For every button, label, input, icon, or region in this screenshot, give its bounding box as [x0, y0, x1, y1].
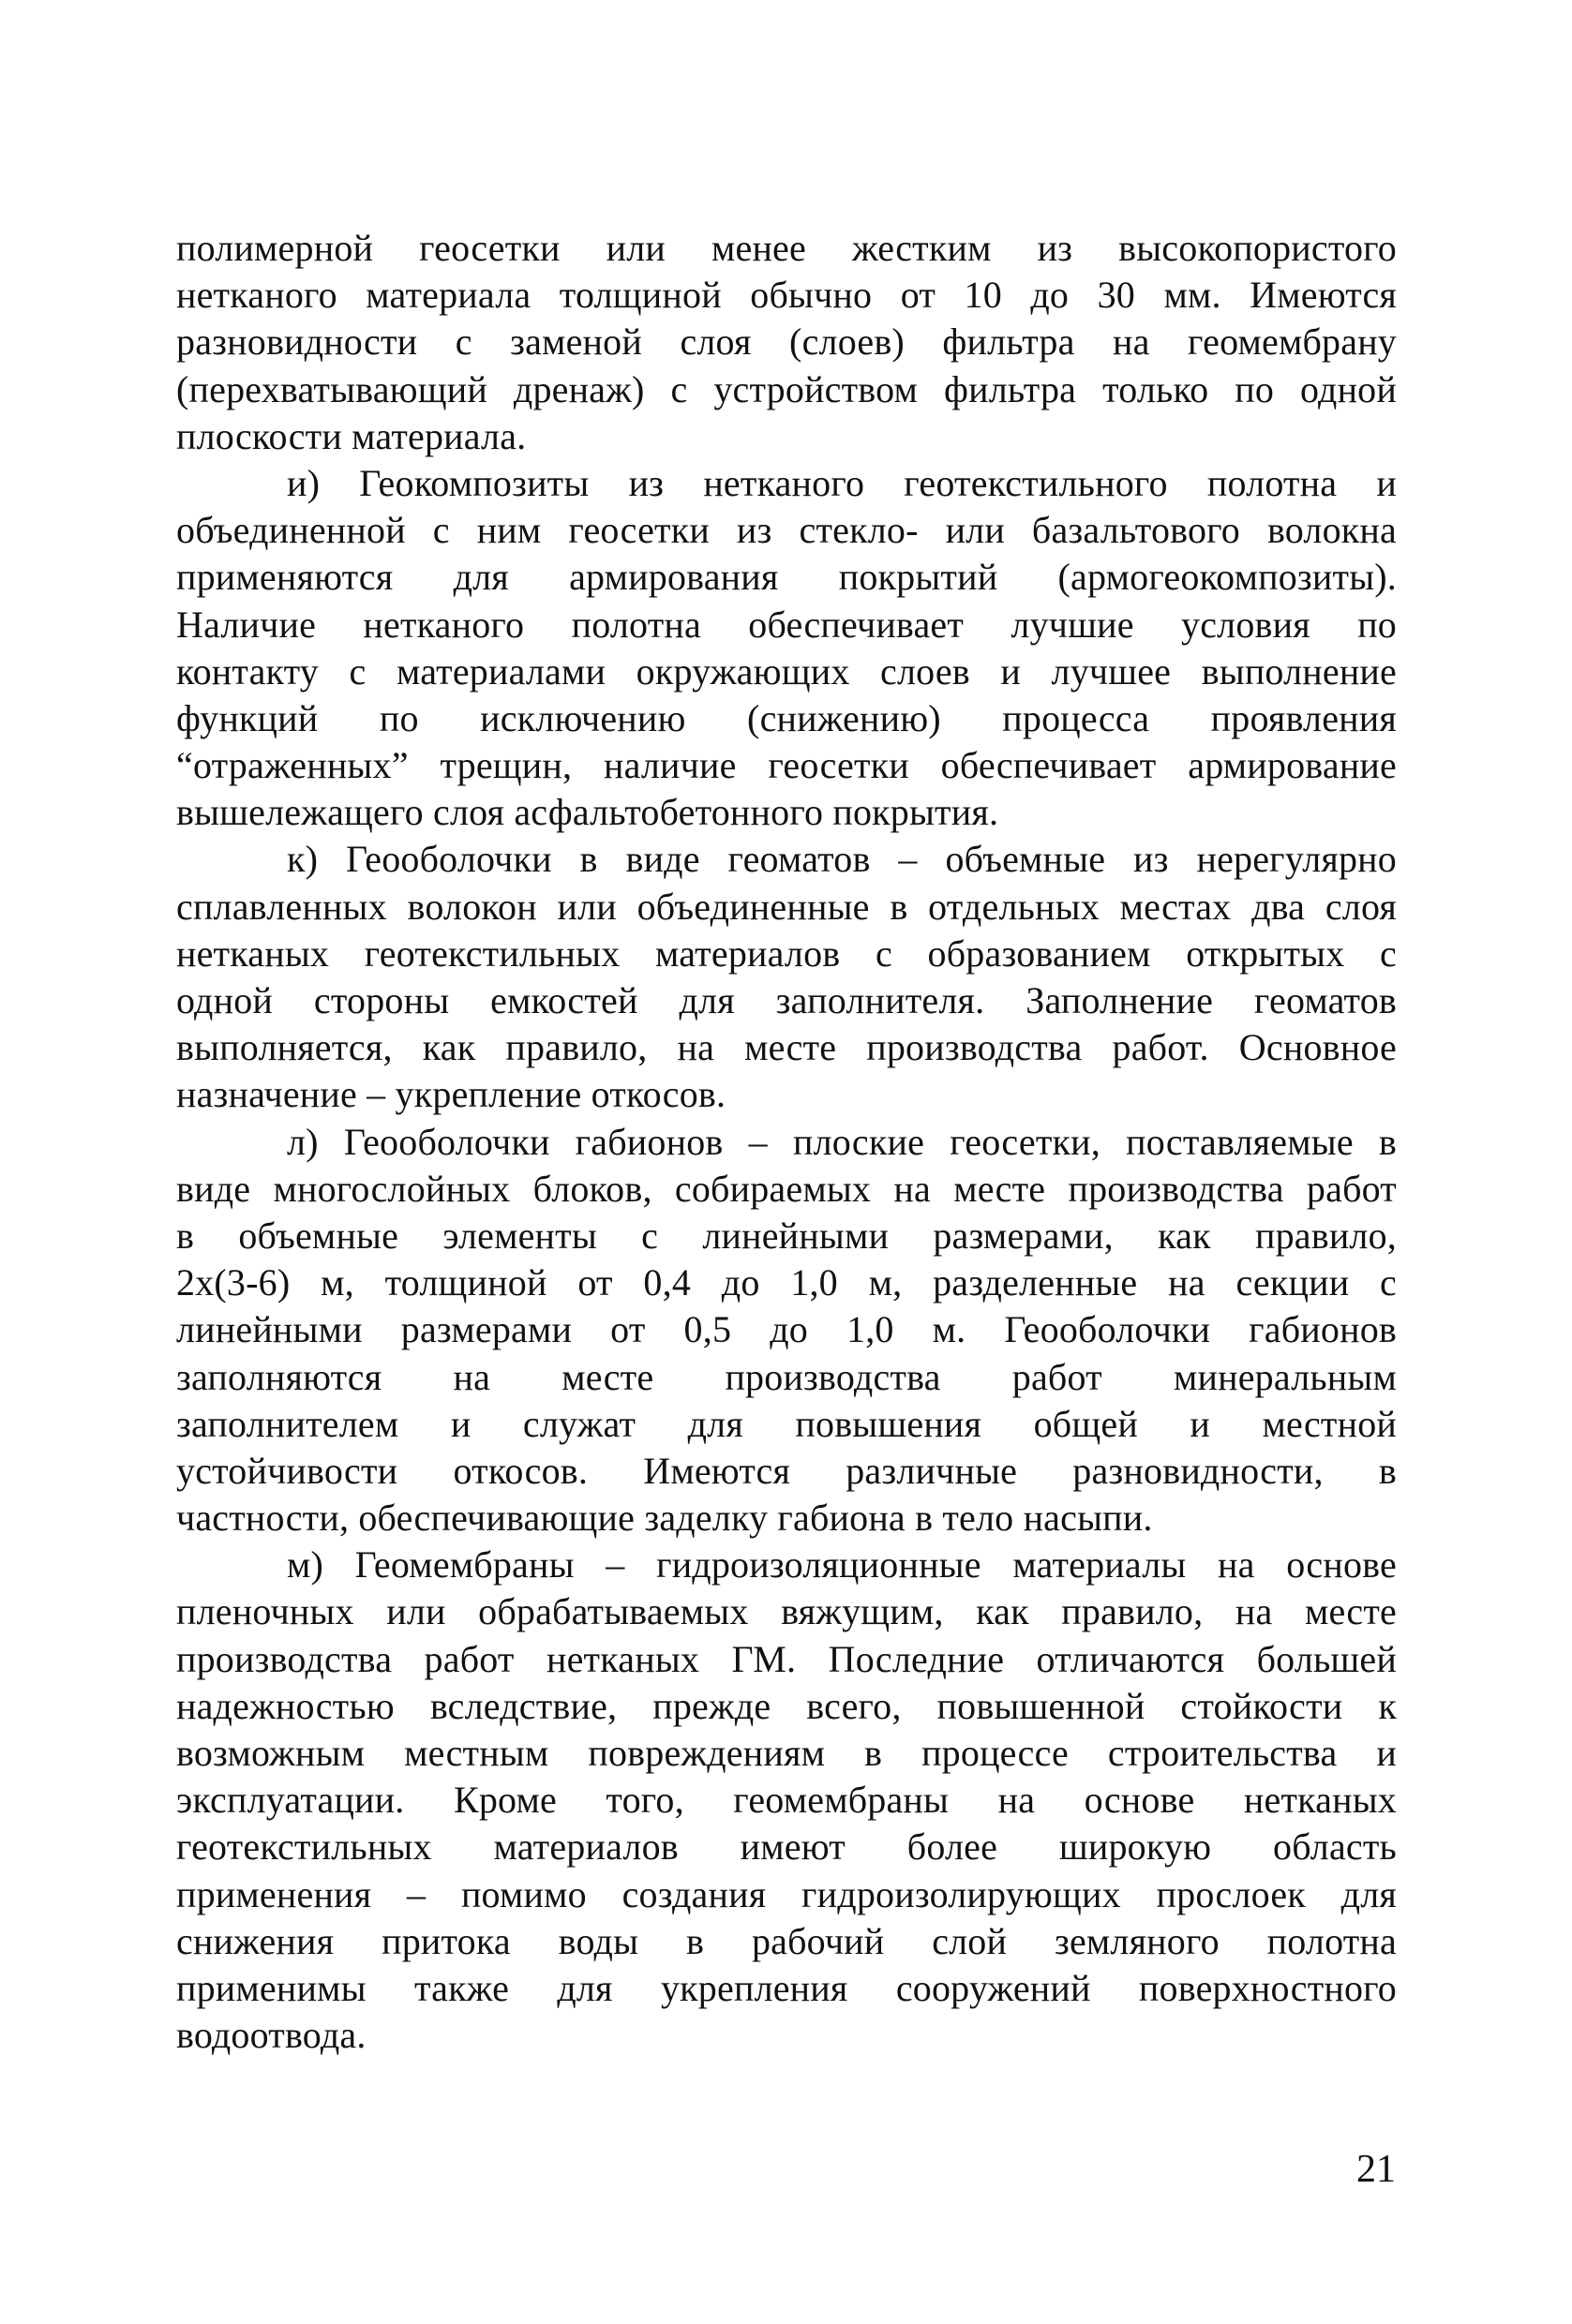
text-line: вышележащего слоя асфальтобетонного покрытия. [176, 791, 999, 834]
text-line: выполняется, как правило, на месте производства работ. Основное [176, 1026, 1397, 1069]
text-line: водоотвода. [176, 2014, 367, 2057]
paragraph-k-start: к) Геооболочки в виде геоматов – объемные из нерегулярно [287, 838, 1397, 881]
text-line: функций по исключению (снижению) процесса проявления [176, 696, 1397, 739]
text-line: полимерной геосетки или менее жестким из высокопористого [176, 227, 1397, 269]
text-line: объединенной с ним геосетки из стекло- или базальтового волокна [176, 509, 1397, 552]
text-line: применения – помимо создания гидроизолирующих прослоек для [176, 1872, 1397, 1915]
text-line: частности, обеспечивающие заделку габиона в тело насыпи. [176, 1497, 1153, 1540]
paragraph-l-start: л) Геооболочки габионов – плоские геосетки, поставляемые в [287, 1120, 1397, 1163]
text-line: разновидности с заменой слоя (слоев) фильтра на геомембрану [176, 320, 1397, 364]
text-line: производства работ нетканых ГМ. Последние отличаются большей [176, 1637, 1397, 1680]
text-line: геотекстильных материалов имеют более широкую область [176, 1825, 1397, 1869]
page-number: 21 [1356, 2148, 1396, 2191]
text-line: плоскости материала. [176, 414, 527, 457]
paragraph-i-start: и) Геокомпозиты из нетканого геотекстильного полотна и [287, 461, 1397, 504]
text-line: устойчивости откосов. Имеются различные разновидности, в [176, 1449, 1397, 1492]
text-line: применимы также для укрепления сооружений поверхностного [176, 1966, 1397, 2009]
text-line: эксплуатации. Кроме того, геомембраны на основе нетканых [176, 1779, 1397, 1822]
text-line: линейными размерами от 0,5 до 1,0 м. Геооболочки габионов [176, 1308, 1397, 1351]
text-line: контакту с материалами окружающих слоев и лучшее выполнение [176, 649, 1397, 693]
text-line: “отраженных” трещин, наличие геосетки обеспечивает армирование [176, 744, 1397, 787]
text-line: пленочных или обрабатываемых вяжущим, как правило, на месте [176, 1590, 1397, 1633]
text-line: нетканого материала толщиной обычно от 10 до 30 мм. Имеются [176, 274, 1397, 317]
text-line: в объемные элементы с линейными размерами, как правило, [176, 1214, 1397, 1257]
text-line: заполняются на месте производства работ минеральным [176, 1355, 1397, 1398]
text-line: виде многослойных блоков, собираемых на месте производства работ [176, 1167, 1397, 1210]
text-line: нетканых геотекстильных материалов с образованием открытых с [176, 931, 1397, 975]
text-line: снижения притока воды в рабочий слой земляного полотна [176, 1919, 1397, 1962]
text-line: одной стороны емкостей для заполнителя. Заполнение геоматов [176, 979, 1397, 1021]
text-line: надежностью вследствие, прежде всего, повышенной стойкости к [176, 1684, 1397, 1727]
text-line: возможным местным повреждениям в процессе строительства и [176, 1732, 1397, 1774]
text-line: назначение – укрепление откосов. [176, 1073, 726, 1116]
text-line: сплавленных волокон или объединенные в отдельных местах два слоя [176, 885, 1397, 928]
text-line: Наличие нетканого полотна обеспечивает лучшие условия по [176, 603, 1397, 646]
body-text [176, 225, 1397, 2059]
text-line: 2х(3-6) м, толщиной от 0,4 до 1,0 м, разделенные на секции с [176, 1261, 1397, 1304]
text-line: заполнителем и служат для повышения общей и местной [176, 1402, 1397, 1445]
text-line: (перехватывающий дренаж) с устройством фильтра только по одной [176, 367, 1397, 410]
paragraph-m-start: м) Геомембраны – гидроизоляционные материалы на основе [287, 1543, 1397, 1587]
text-line: применяются для армирования покрытий (армогеокомпозиты). [176, 556, 1397, 599]
